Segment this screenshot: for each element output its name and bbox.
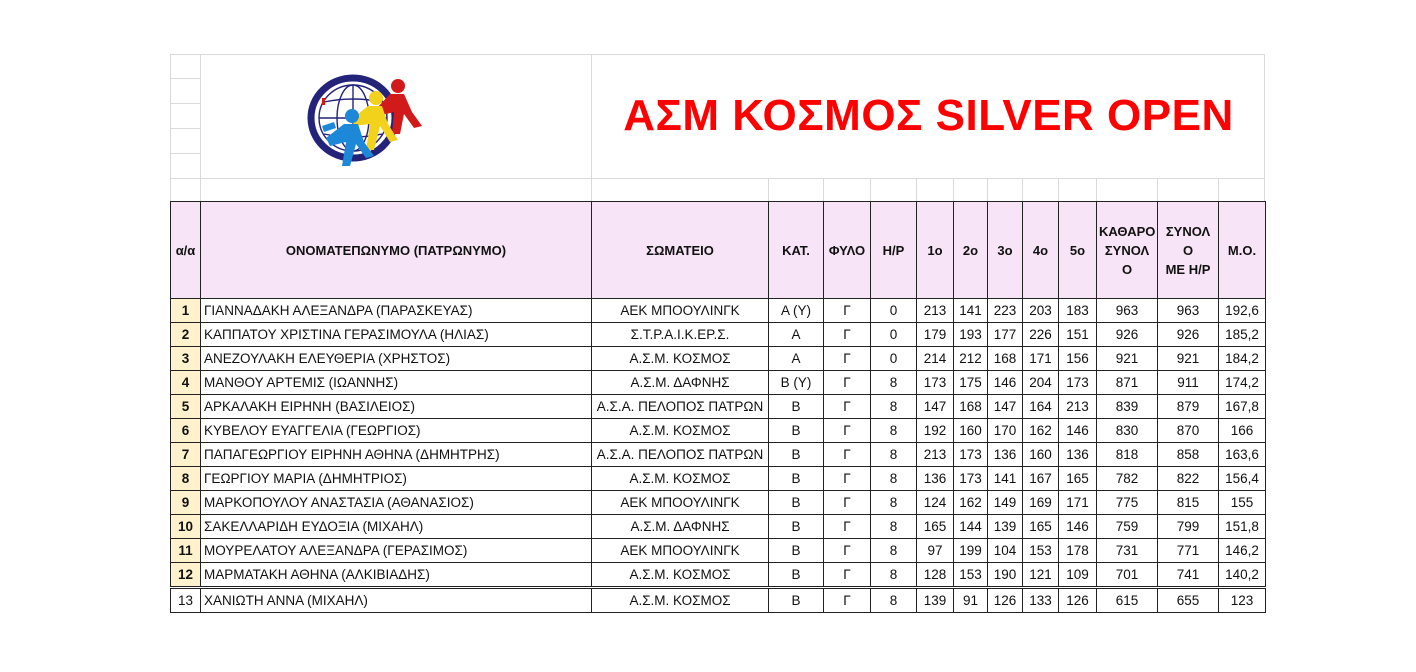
cell-game-5: 151	[1059, 323, 1097, 347]
net-line-1: ΚΑΘΑΡΟ	[1099, 223, 1156, 239]
cell-game-2: 168	[954, 395, 988, 419]
cell-game-5: 213	[1059, 395, 1097, 419]
net-line-2: ΣΥΝΟΛ	[1104, 242, 1150, 258]
cell-aa: 13	[171, 588, 201, 613]
cell-name: ΓΕΩΡΓΙΟΥ ΜΑΡΙΑ (ΔΗΜΗΤΡΙΟΣ)	[201, 467, 592, 491]
cell-club: Α.Σ.Μ. ΚΟΣΜΟΣ	[592, 467, 769, 491]
col-header-game-2: 2ο	[954, 202, 988, 299]
cell-game-4: 153	[1023, 539, 1059, 563]
table-row	[171, 323, 1266, 347]
cell-handicap: 8	[871, 539, 917, 563]
cell-sex: Γ	[824, 347, 871, 371]
cell-aa: 9	[171, 491, 201, 515]
total-line-2: Ο	[1182, 242, 1194, 258]
cell-club: Α.Σ.Μ. ΚΟΣΜΟΣ	[592, 563, 769, 588]
cell-net-total: 830	[1097, 419, 1158, 443]
cell-average: 174,2	[1219, 371, 1266, 395]
cell-club: ΑΕΚ ΜΠΟΟΥΛΙΝΓΚ	[592, 299, 769, 323]
cell-total-with-handicap: 926	[1158, 323, 1219, 347]
table-row	[171, 371, 1266, 395]
cell-game-2: 212	[954, 347, 988, 371]
cell-game-5: 156	[1059, 347, 1097, 371]
col-header-sex: ΦΥΛΟ	[824, 202, 871, 299]
cell-sex: Γ	[824, 563, 871, 588]
cell-category: Α	[769, 347, 824, 371]
cell-club: Σ.Τ.Ρ.Α.Ι.Κ.ΕΡ.Σ.	[592, 323, 769, 347]
cell-category: Β	[769, 563, 824, 588]
cell-name: ΧΑΝΙΩΤΗ ΑΝΝΑ (ΜΙΧΑΗΛ)	[201, 588, 592, 613]
cell-game-1: 165	[917, 515, 954, 539]
cell-category: Β (Υ)	[769, 371, 824, 395]
cell-club: Α.Σ.Μ. ΚΟΣΜΟΣ	[592, 419, 769, 443]
cell-game-3: 177	[988, 323, 1023, 347]
cell-average: 140,2	[1219, 563, 1266, 588]
cell-sex: Γ	[824, 443, 871, 467]
cell-game-4: 164	[1023, 395, 1059, 419]
cell-total-with-handicap: 799	[1158, 515, 1219, 539]
cell-game-5: 171	[1059, 491, 1097, 515]
sheet-header-area	[170, 54, 1265, 201]
cell-game-2: 173	[954, 443, 988, 467]
cell-club: ΑΕΚ ΜΠΟΟΥΛΙΝΓΚ	[592, 539, 769, 563]
results-sheet	[170, 54, 1266, 613]
cell-game-3: 146	[988, 371, 1023, 395]
cell-game-5: 136	[1059, 443, 1097, 467]
cell-net-total: 839	[1097, 395, 1158, 419]
cell-net-total: 615	[1097, 588, 1158, 613]
cell-average: 123	[1219, 588, 1266, 613]
cell-handicap: 0	[871, 323, 917, 347]
cell-sex: Γ	[824, 371, 871, 395]
cell-game-3: 149	[988, 491, 1023, 515]
cell-game-5: 165	[1059, 467, 1097, 491]
cell-game-4: 133	[1023, 588, 1059, 613]
cell-name: ΚΑΠΠΑΤΟΥ ΧΡΙΣΤΙΝΑ ΓΕΡΑΣΙΜΟΥΛΑ (ΗΛΙΑΣ)	[201, 323, 592, 347]
col-header-total-with-handicap	[1158, 202, 1219, 299]
cell-net-total: 775	[1097, 491, 1158, 515]
cell-aa: 2	[171, 323, 201, 347]
cell-game-3: 136	[988, 443, 1023, 467]
cell-game-2: 162	[954, 491, 988, 515]
cell-name: ΑΝΕΖΟΥΛΑΚΗ ΕΛΕΥΘΕΡΙΑ (ΧΡΗΣΤΟΣ)	[201, 347, 592, 371]
col-header-aa: α/α	[171, 202, 201, 299]
cell-game-5: 173	[1059, 371, 1097, 395]
cell-game-5: 126	[1059, 588, 1097, 613]
net-line-3: Ο	[1121, 261, 1133, 277]
cell-category: Β	[769, 588, 824, 613]
cell-category: Β	[769, 443, 824, 467]
cell-handicap: 0	[871, 299, 917, 323]
cell-sex: Γ	[824, 299, 871, 323]
cell-handicap: 8	[871, 395, 917, 419]
cell-name: ΑΡΚΑΛΑΚΗ ΕΙΡΗΝΗ (ΒΑΣΙΛΕΙΟΣ)	[201, 395, 592, 419]
cell-game-4: 167	[1023, 467, 1059, 491]
table-row	[171, 588, 1266, 613]
cell-game-1: 128	[917, 563, 954, 588]
cell-game-1: 173	[917, 371, 954, 395]
cell-game-5: 146	[1059, 419, 1097, 443]
cell-aa: 4	[171, 371, 201, 395]
cell-game-5: 183	[1059, 299, 1097, 323]
cell-name: ΚΥΒΕΛΟΥ ΕΥΑΓΓΕΛΙΑ (ΓΕΩΡΓΙΟΣ)	[201, 419, 592, 443]
cell-net-total: 963	[1097, 299, 1158, 323]
cell-game-1: 139	[917, 588, 954, 613]
cell-handicap: 8	[871, 419, 917, 443]
cell-name: ΜΟΥΡΕΛΑΤΟΥ ΑΛΕΞΑΝΔΡΑ (ΓΕΡΑΣΙΜΟΣ)	[201, 539, 592, 563]
cell-game-1: 179	[917, 323, 954, 347]
cell-category: Α (Υ)	[769, 299, 824, 323]
cell-net-total: 731	[1097, 539, 1158, 563]
cell-aa: 10	[171, 515, 201, 539]
cell-average: 192,6	[1219, 299, 1266, 323]
cell-net-total: 818	[1097, 443, 1158, 467]
cell-name: ΠΑΠΑΓΕΩΡΓΙΟΥ ΕΙΡΗΝΗ ΑΘΗΝΑ (ΔΗΜΗΤΡΗΣ)	[201, 443, 592, 467]
cell-average: 155	[1219, 491, 1266, 515]
table-row	[171, 467, 1266, 491]
cell-handicap: 8	[871, 515, 917, 539]
cell-average: 185,2	[1219, 323, 1266, 347]
col-header-average: Μ.Ο.	[1219, 202, 1266, 299]
cell-average: 156,4	[1219, 467, 1266, 491]
cell-game-4: 226	[1023, 323, 1059, 347]
cell-game-2: 141	[954, 299, 988, 323]
cell-total-with-handicap: 858	[1158, 443, 1219, 467]
table-row	[171, 443, 1266, 467]
cell-category: Β	[769, 419, 824, 443]
cell-aa: 12	[171, 563, 201, 588]
cell-game-3: 190	[988, 563, 1023, 588]
cell-aa: 1	[171, 299, 201, 323]
cell-average: 166	[1219, 419, 1266, 443]
cell-name: ΜΑΡΜΑΤΑΚΗ ΑΘΗΝΑ (ΑΛΚΙΒΙΑΔΗΣ)	[201, 563, 592, 588]
cell-game-2: 160	[954, 419, 988, 443]
col-header-handicap: Η/Ρ	[871, 202, 917, 299]
cell-handicap: 8	[871, 491, 917, 515]
cell-average: 151,8	[1219, 515, 1266, 539]
cell-game-1: 136	[917, 467, 954, 491]
cell-club: Α.Σ.Μ. ΔΑΦΝΗΣ	[592, 371, 769, 395]
cell-game-3: 168	[988, 347, 1023, 371]
cell-club: Α.Σ.Μ. ΚΟΣΜΟΣ	[592, 588, 769, 613]
cell-average: 184,2	[1219, 347, 1266, 371]
cell-aa: 6	[171, 419, 201, 443]
cell-game-4: 203	[1023, 299, 1059, 323]
cell-game-2: 153	[954, 563, 988, 588]
col-header-game-1: 1ο	[917, 202, 954, 299]
table-row	[171, 395, 1266, 419]
cell-game-3: 139	[988, 515, 1023, 539]
cell-game-1: 192	[917, 419, 954, 443]
cell-game-1: 97	[917, 539, 954, 563]
cell-name: ΜΑΡΚΟΠΟΥΛΟΥ ΑΝΑΣΤΑΣΙΑ (ΑΘΑΝΑΣΙΟΣ)	[201, 491, 592, 515]
cell-game-1: 213	[917, 299, 954, 323]
cell-total-with-handicap: 771	[1158, 539, 1219, 563]
cell-category: Α	[769, 323, 824, 347]
cell-handicap: 8	[871, 563, 917, 588]
cell-sex: Γ	[824, 539, 871, 563]
event-title: ΑΣΜ ΚΟΣΜΟΣ SILVER OPEN	[623, 91, 1234, 140]
cell-sex: Γ	[824, 395, 871, 419]
cell-game-3: 104	[988, 539, 1023, 563]
cell-net-total: 921	[1097, 347, 1158, 371]
table-row	[171, 515, 1266, 539]
table-row	[171, 419, 1266, 443]
cell-category: Β	[769, 467, 824, 491]
table-row	[171, 563, 1266, 588]
cell-net-total: 759	[1097, 515, 1158, 539]
cell-total-with-handicap: 963	[1158, 299, 1219, 323]
cell-category: Β	[769, 491, 824, 515]
cell-average: 163,6	[1219, 443, 1266, 467]
col-header-category: ΚΑΤ.	[769, 202, 824, 299]
cell-game-2: 193	[954, 323, 988, 347]
cell-total-with-handicap: 911	[1158, 371, 1219, 395]
table-row	[171, 491, 1266, 515]
table-row	[171, 299, 1266, 323]
cell-total-with-handicap: 879	[1158, 395, 1219, 419]
table-row	[171, 347, 1266, 371]
cell-category: Β	[769, 515, 824, 539]
cell-game-2: 199	[954, 539, 988, 563]
cell-sex: Γ	[824, 491, 871, 515]
cell-handicap: 8	[871, 443, 917, 467]
col-header-name: ΟΝΟΜΑΤΕΠΩΝΥΜΟ (ΠΑΤΡΩΝΥΜΟ)	[201, 202, 592, 299]
col-header-game-4: 4ο	[1023, 202, 1059, 299]
cell-average: 167,8	[1219, 395, 1266, 419]
cell-game-1: 124	[917, 491, 954, 515]
cell-category: Β	[769, 539, 824, 563]
cell-game-3: 126	[988, 588, 1023, 613]
cell-club: Α.Σ.Α. ΠΕΛΟΠΟΣ ΠΑΤΡΩΝ	[592, 395, 769, 419]
cell-game-1: 147	[917, 395, 954, 419]
cell-total-with-handicap: 921	[1158, 347, 1219, 371]
cell-game-5: 178	[1059, 539, 1097, 563]
total-line-3: ΜΕ Η/Ρ	[1165, 261, 1211, 277]
cell-game-4: 160	[1023, 443, 1059, 467]
cell-game-1: 214	[917, 347, 954, 371]
cell-total-with-handicap: 741	[1158, 563, 1219, 588]
cell-total-with-handicap: 655	[1158, 588, 1219, 613]
cell-club: Α.Σ.Μ. ΚΟΣΜΟΣ	[592, 347, 769, 371]
cell-game-4: 121	[1023, 563, 1059, 588]
cell-game-2: 144	[954, 515, 988, 539]
cell-aa: 8	[171, 467, 201, 491]
logo-cell	[200, 54, 591, 178]
cell-net-total: 871	[1097, 371, 1158, 395]
table-row	[171, 539, 1266, 563]
cell-game-3: 141	[988, 467, 1023, 491]
cell-total-with-handicap: 822	[1158, 467, 1219, 491]
cell-total-with-handicap: 815	[1158, 491, 1219, 515]
cell-aa: 5	[171, 395, 201, 419]
cell-game-4: 165	[1023, 515, 1059, 539]
cell-game-2: 91	[954, 588, 988, 613]
cell-game-3: 170	[988, 419, 1023, 443]
cell-average: 146,2	[1219, 539, 1266, 563]
cell-handicap: 8	[871, 467, 917, 491]
cell-club: Α.Σ.Α. ΠΕΛΟΠΟΣ ΠΑΤΡΩΝ	[592, 443, 769, 467]
cell-sex: Γ	[824, 467, 871, 491]
cell-game-4: 171	[1023, 347, 1059, 371]
cell-net-total: 701	[1097, 563, 1158, 588]
cell-sex: Γ	[824, 419, 871, 443]
running-figures-globe-logo-icon	[200, 54, 591, 178]
cell-aa: 7	[171, 443, 201, 467]
cell-game-4: 169	[1023, 491, 1059, 515]
cell-game-3: 147	[988, 395, 1023, 419]
cell-aa: 3	[171, 347, 201, 371]
col-header-club: ΣΩΜΑΤΕΙΟ	[592, 202, 769, 299]
cell-sex: Γ	[824, 588, 871, 613]
cell-aa: 11	[171, 539, 201, 563]
cell-game-5: 146	[1059, 515, 1097, 539]
cell-game-2: 175	[954, 371, 988, 395]
cell-total-with-handicap: 870	[1158, 419, 1219, 443]
cell-net-total: 782	[1097, 467, 1158, 491]
cell-game-1: 213	[917, 443, 954, 467]
cell-name: ΓΙΑΝΝΑΔΑΚΗ ΑΛΕΞΑΝΔΡΑ (ΠΑΡΑΣΚΕΥΑΣ)	[201, 299, 592, 323]
cell-net-total: 926	[1097, 323, 1158, 347]
cell-sex: Γ	[824, 515, 871, 539]
cell-game-4: 162	[1023, 419, 1059, 443]
cell-club: ΑΕΚ ΜΠΟΟΥΛΙΝΓΚ	[592, 491, 769, 515]
cell-handicap: 8	[871, 371, 917, 395]
col-header-game-5: 5ο	[1059, 202, 1097, 299]
header-row	[171, 202, 1266, 299]
cell-category: Β	[769, 395, 824, 419]
cell-sex: Γ	[824, 323, 871, 347]
total-line-1: ΣΥΝΟΛ	[1165, 223, 1211, 239]
cell-game-5: 109	[1059, 563, 1097, 588]
cell-club: Α.Σ.Μ. ΔΑΦΝΗΣ	[592, 515, 769, 539]
cell-name: ΜΑΝΘΟΥ ΑΡΤΕΜΙΣ (ΙΩΑΝΝΗΣ)	[201, 371, 592, 395]
col-header-game-3: 3ο	[988, 202, 1023, 299]
cell-name: ΣΑΚΕΛΛΑΡΙΔΗ ΕΥΔΟΞΙΑ (ΜΙΧΑΗΛ)	[201, 515, 592, 539]
results-table	[170, 201, 1266, 613]
cell-game-4: 204	[1023, 371, 1059, 395]
cell-game-3: 223	[988, 299, 1023, 323]
cell-game-2: 173	[954, 467, 988, 491]
col-header-net-total	[1097, 202, 1158, 299]
cell-handicap: 8	[871, 588, 917, 613]
cell-handicap: 0	[871, 347, 917, 371]
